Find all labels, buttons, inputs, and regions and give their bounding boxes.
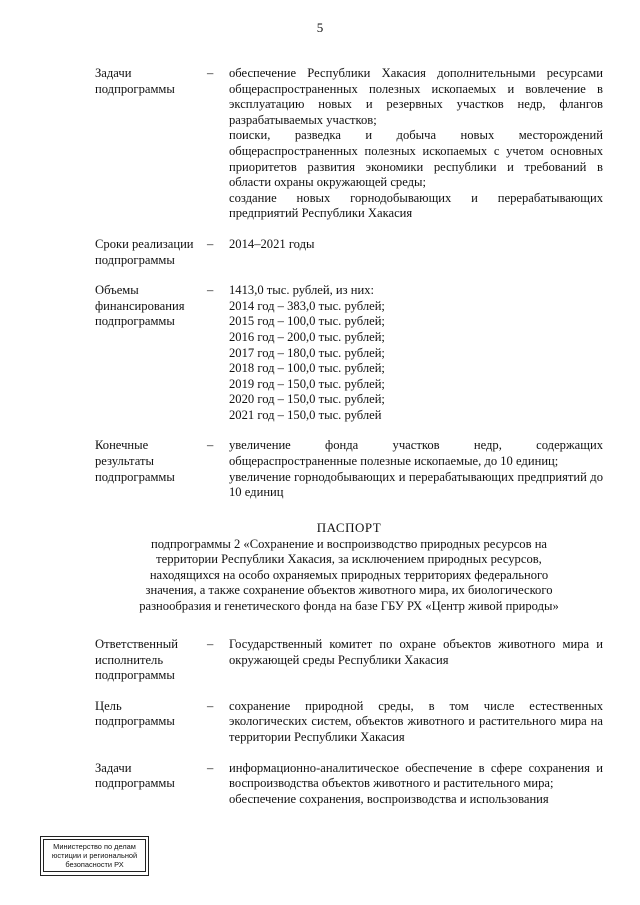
row-dash: – (207, 66, 214, 80)
row-dash: – (207, 283, 214, 298)
funding-line: 2021 год – 150,0 тыс. рублей (229, 407, 382, 422)
row-label: Объемы финансирования подпрограммы (95, 283, 185, 329)
row-dash: – (207, 760, 214, 775)
funding-line: 2015 год – 100,0 тыс. рублей; (229, 314, 385, 329)
row-content (229, 237, 603, 253)
row-funding (95, 283, 603, 423)
passport-subtitle-line: территории Республики Хакасия, за исключением природных ресурсов, (156, 552, 542, 567)
passport-table-2 (95, 637, 603, 807)
row-goal (95, 699, 603, 746)
row-content (229, 283, 603, 423)
row-label: Конечные результаты подпрограммы (95, 438, 175, 484)
row-tasks-2 (95, 761, 603, 808)
row-content (229, 66, 603, 222)
row-content (229, 699, 603, 746)
row-implementation-period (95, 237, 603, 268)
funding-line: 2018 год – 100,0 тыс. рублей; (229, 361, 385, 376)
passport-subtitle-line: находящихся на особо охраняемых природных территориях федерального (149, 567, 549, 582)
period-text: 2014–2021 годы (229, 236, 315, 251)
page-number: 5 (316, 20, 324, 35)
passport-subtitle-line: значения, а также сохранение объектов животного мира, их биологического (145, 583, 553, 598)
row-dash: – (207, 236, 214, 251)
row-dash: – (207, 698, 214, 713)
funding-line: 2016 год – 200,0 тыс. рублей; (229, 329, 385, 344)
row-label: Цель подпрограммы (95, 698, 175, 729)
row-content (229, 761, 603, 808)
funding-line: 1413,0 тыс. рублей, из них: (229, 283, 375, 298)
task-paragraph: создание новых горнодобывающих и перерабатывающих предприятий Республики Хакасия (229, 190, 603, 221)
funding-line: 2019 год – 150,0 тыс. рублей; (229, 376, 385, 391)
row-final-results (95, 438, 603, 500)
row-label: Задачи подпрограммы (95, 760, 175, 791)
funding-line: 2017 год – 180,0 тыс. рублей; (229, 345, 385, 360)
row-label: Ответственный исполнитель подпрограммы (95, 637, 178, 683)
goal-text: сохранение природной среды, в том числе естественных экологических систем, объектов животного и растительного мира на территории Республики Хакасия (229, 698, 603, 744)
row-dash: – (207, 637, 214, 651)
row-dash: – (207, 438, 214, 453)
passport-heading (95, 520, 603, 615)
passport-title: ПАСПОРТ (316, 520, 382, 535)
stamp-inner: Министерство по делам юстиции и региональной безопасности РХ (43, 839, 146, 872)
task-paragraph: поиски, разведка и добыча новых месторождений общераспространенных полезных ископаемых с учетом основных приоритетов развития экономики республики и требований в области охраны окружающей среды; (229, 128, 603, 190)
ministry-stamp (40, 836, 149, 876)
row-responsible-executor (95, 637, 603, 684)
row-tasks-1 (95, 66, 603, 222)
row-content (229, 637, 603, 668)
executor-text: Государственный комитет по охране объектов животного мира и окружающей среды Республики Хакасия (229, 637, 603, 667)
passport-table-1 (95, 66, 603, 501)
row-label: Задачи подпрограммы (95, 66, 175, 96)
funding-line: 2020 год – 150,0 тыс. рублей; (229, 392, 385, 407)
row-label: Сроки реализации подпрограммы (95, 236, 194, 267)
passport-subtitle-line: подпрограммы 2 «Сохранение и воспроизводство природных ресурсов на (150, 536, 548, 551)
result-paragraph: увеличение горнодобывающих и перерабатывающих предприятий до 10 единиц (229, 469, 603, 500)
task-paragraph: обеспечение сохранения, воспроизводства и использования (229, 791, 549, 806)
row-content (229, 438, 603, 500)
task-paragraph: обеспечение Республики Хакасия дополнительными ресурсами общераспространенных полезных ископаемых и вовлечение в эксплуатацию новых и резервных участков недр, флангов разрабатываемых участков; (229, 66, 603, 127)
funding-line: 2014 год – 383,0 тыс. рублей; (229, 298, 385, 313)
task-paragraph: информационно-аналитическое обеспечение в сфере сохранения и воспроизводства объектов животного и растительного мира; (229, 760, 603, 791)
passport-subtitle-line: разнообразия и генетического фонда на базе ГБУ РХ «Центр живой природы» (139, 598, 559, 613)
result-paragraph: увеличение фонда участков недр, содержащих общераспространенные полезные ископаемые, до 10 единиц; (229, 438, 603, 469)
